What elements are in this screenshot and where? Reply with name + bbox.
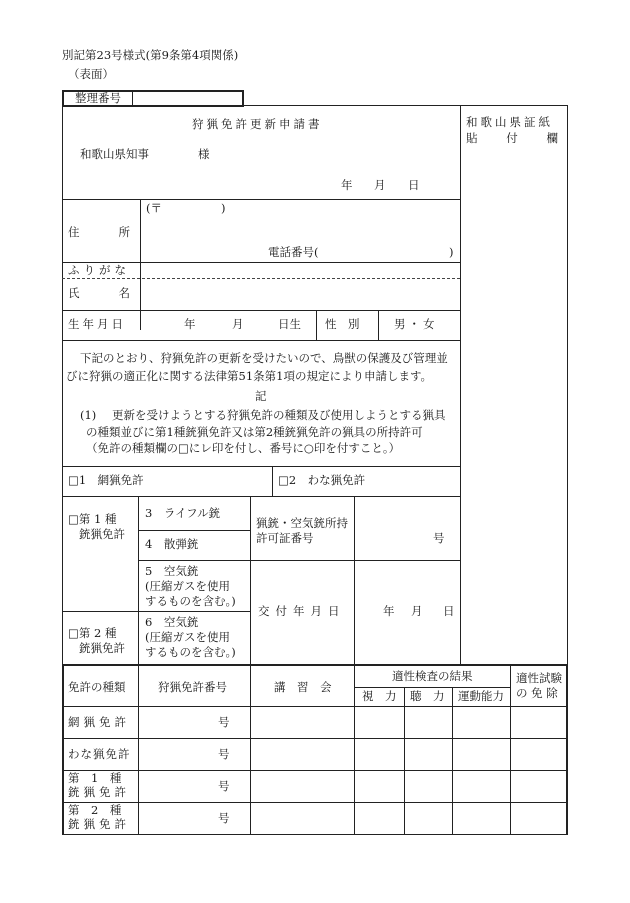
row-second-type-2: 銃猟免許 (68, 817, 130, 831)
row-net-type: 網猟免許 (68, 715, 130, 729)
body-line-1: 下記のとおり、狩猟免許の更新を受けたいので、鳥獣の保護及び管理並 (80, 351, 448, 365)
row-first-type-2: 銃猟免許 (68, 785, 130, 799)
date-day-label: 日 (408, 178, 420, 192)
air-gun-1-note-1: (圧縮ガスを使用 (145, 579, 230, 593)
shotgun-option[interactable]: 4 散弾銃 (145, 537, 199, 551)
date-year-label: 年 (341, 178, 353, 192)
permit-label-2: 許可証番号 (256, 531, 314, 545)
address-label-1: 住 (68, 225, 80, 239)
second-class-label: 銃猟免許 (79, 641, 125, 655)
phone-close: ) (449, 245, 454, 259)
sex-options[interactable]: 男・女 (394, 317, 438, 331)
furigana-label: ふりがな (68, 263, 130, 277)
row-second-go: 号 (218, 811, 230, 825)
name-field[interactable] (142, 281, 456, 307)
ki-label: 記 (255, 389, 267, 403)
address-label-2: 所 (118, 225, 130, 239)
birth-day: 日生 (278, 317, 301, 331)
net-license-checkbox[interactable]: □1 網猟免許 (68, 473, 144, 487)
body-line-2: びに狩猟の適正化に関する法律第51条第1項の規定により申請します。 (66, 369, 433, 383)
postal-code-close: ) (221, 201, 226, 215)
item-line-2: の種類並びに第1種銃猟免許又は第2種銃猟免許の猟具の所持許可 (86, 425, 423, 439)
form-reference: 別記第23号様式(第9条第4項関係) (62, 48, 239, 62)
seiri-number-field[interactable] (134, 91, 240, 105)
row-second-type-1: 第 2 種 (68, 803, 122, 817)
name-label-1: 氏 (68, 286, 80, 300)
addressee-sama: 様 (198, 147, 210, 161)
address-field[interactable] (142, 217, 456, 241)
side-label: （表面） (68, 67, 114, 81)
sex-label: 性 別 (325, 317, 360, 331)
row-net-go: 号 (218, 715, 230, 729)
stamp-area-label-1: 和歌山県証紙 (466, 115, 553, 129)
stamp-area-label-2 (466, 132, 558, 145)
col-aptitude: 適性検査の結果 (392, 669, 473, 683)
second-class-checkbox[interactable]: □第 2 種 (68, 626, 117, 640)
seiri-number-label: 整理番号 (75, 91, 121, 105)
permit-number-field[interactable] (358, 500, 428, 554)
air-gun-2-option[interactable]: 6 空気銃 (145, 615, 199, 629)
air-gun-1-option[interactable]: 5 空気銃 (145, 564, 199, 578)
trap-license-checkbox[interactable]: □2 わな猟免許 (278, 473, 366, 487)
stamp-area-ran: 欄 (546, 131, 558, 145)
phone-label: 電話番号( (268, 245, 319, 259)
permit-label-1: 猟銃・空気銃所持 (256, 516, 348, 530)
name-label-2: 名 (118, 286, 130, 300)
item-number: (1) (80, 408, 97, 422)
issue-date-label: 交付年月日 (258, 604, 346, 618)
birthdate-label: 生年月日 (68, 317, 126, 331)
col-exempt-1: 適性試験 (516, 671, 562, 685)
postal-code-label: (〒 (146, 201, 162, 215)
col-license-type: 免許の種類 (68, 680, 126, 694)
birth-year: 年 (184, 317, 196, 331)
row-trap-type: わな猟免許 (68, 747, 131, 761)
first-class-label: 銃猟免許 (79, 527, 125, 541)
stamp-area-ha: 貼 (466, 131, 478, 145)
stamp-area-label (466, 116, 558, 129)
row-first-go: 号 (218, 779, 230, 793)
rifle-option[interactable]: 3 ライフル銃 (145, 506, 221, 520)
sub-hearing: 聴 力 (410, 689, 445, 703)
addressee: 和歌山県知事 (80, 147, 149, 161)
col-license-number: 狩猟免許番号 (158, 680, 227, 694)
item-line-3: （免許の種類欄の□にレ印を付し、番号に○印を付すこと。） (86, 441, 401, 455)
name-label (68, 287, 130, 300)
row-trap-go: 号 (218, 747, 230, 761)
col-exempt-2: の 免 除 (516, 686, 558, 700)
col-course: 講 習 会 (274, 680, 332, 694)
form-title: 狩猟免許更新申請書 (192, 117, 323, 131)
sub-vision: 視 力 (362, 689, 397, 703)
air-gun-2-note-1: (圧縮ガスを使用 (145, 630, 230, 644)
first-class-checkbox[interactable]: □第 1 種 (68, 512, 117, 526)
birth-month: 月 (232, 317, 244, 331)
issue-month: 月 (411, 604, 423, 618)
issue-year: 年 (383, 604, 395, 618)
date-month-label: 月 (374, 178, 386, 192)
permit-go: 号 (433, 531, 445, 545)
stamp-area-tsuke: 付 (506, 131, 518, 145)
sub-motor: 運動能力 (458, 689, 504, 703)
air-gun-1-note-2: するものを含む。) (145, 594, 236, 608)
row-first-type-1: 第 1 種 (68, 771, 122, 785)
item-line-1: 更新を受けようとする狩猟免許の種類及び使用しようとする猟具 (112, 408, 446, 422)
air-gun-2-note-2: するものを含む。) (145, 645, 236, 659)
issue-day: 日 (443, 604, 455, 618)
furigana-field[interactable] (142, 263, 456, 275)
address-label (68, 226, 130, 239)
